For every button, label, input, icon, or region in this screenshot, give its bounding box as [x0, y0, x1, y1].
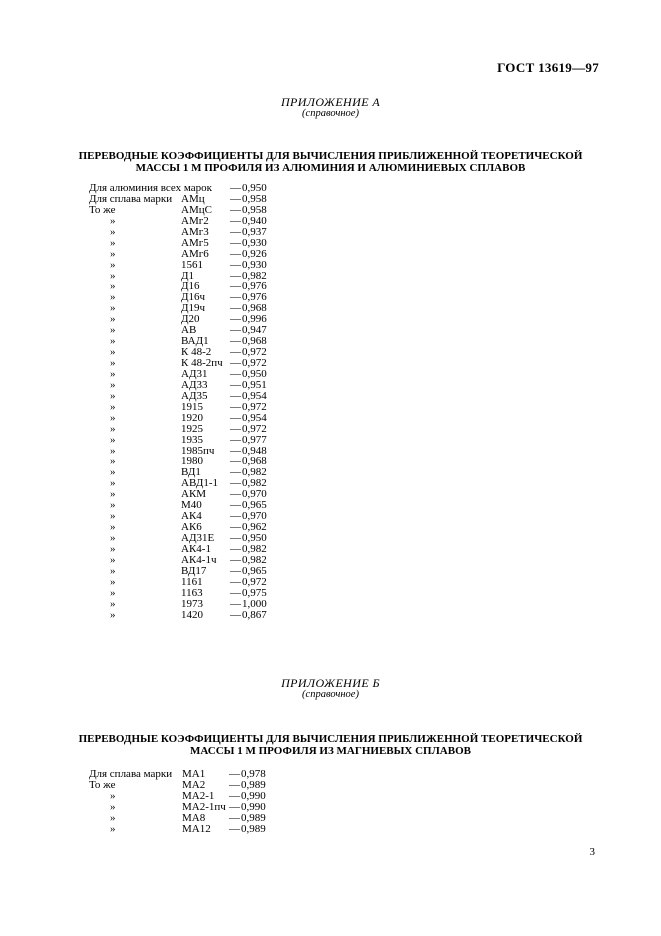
- row-grade: АК4: [181, 510, 202, 523]
- row-grade: 1920: [181, 411, 203, 424]
- row-value: 0,972: [242, 346, 267, 359]
- row-label: »: [110, 302, 116, 315]
- row-dash: —: [230, 411, 241, 424]
- row-value: 0,989: [241, 811, 266, 824]
- row-grade: М40: [181, 499, 202, 512]
- row-dash: —: [230, 444, 241, 457]
- row-label: »: [110, 542, 116, 555]
- row-grade: АМц: [181, 192, 205, 205]
- row-label: »: [110, 346, 116, 359]
- row-value: 0,972: [242, 400, 267, 413]
- row-grade: МА12: [182, 822, 211, 835]
- row-value: 0,930: [242, 236, 267, 249]
- appendix-b-title: ПРИЛОЖЕНИЕ Б: [281, 676, 380, 690]
- row-value: 0,867: [242, 608, 267, 621]
- row-dash: —: [230, 553, 241, 566]
- appendix-a-note: (справочное): [302, 108, 359, 119]
- row-label: »: [110, 553, 116, 566]
- row-dash: —: [230, 367, 241, 380]
- row-grade: АД31Е: [181, 532, 215, 544]
- row-value: 0,968: [242, 302, 267, 315]
- row-dash: —: [230, 400, 241, 413]
- row-grade: Д16: [181, 280, 200, 293]
- row-dash: —: [230, 225, 241, 238]
- row-grade: МА2-1: [182, 789, 215, 802]
- row-grade: К 48-2: [181, 346, 212, 359]
- row-dash: —: [230, 488, 241, 501]
- row-value: 0,926: [242, 247, 267, 260]
- row-value: 0,977: [242, 433, 267, 446]
- row-label: »: [110, 433, 116, 446]
- row-dash: —: [230, 586, 241, 599]
- row-label: »: [110, 291, 116, 304]
- row-dash: —: [230, 521, 241, 534]
- row-value: 0,937: [242, 225, 267, 238]
- row-grade: Д1: [181, 269, 195, 282]
- row-label: »: [110, 499, 116, 512]
- row-value: 0,975: [242, 586, 267, 599]
- row-grade: 1420: [181, 608, 203, 621]
- row-dash: —: [230, 466, 241, 479]
- row-value: 0,954: [242, 389, 267, 402]
- row-grade: МА2-1пч: [182, 800, 226, 813]
- row-label: »: [110, 400, 116, 413]
- row-label: »: [110, 357, 116, 369]
- row-value: 0,970: [242, 510, 267, 523]
- row-dash: —: [230, 608, 241, 621]
- row-dash: —: [230, 597, 241, 610]
- row-label: »: [110, 789, 116, 802]
- row-value: 0,972: [242, 575, 267, 588]
- row-value: 0,990: [241, 800, 266, 813]
- row-grade: АМг3: [181, 225, 209, 238]
- row-grade: ВАД1: [181, 335, 209, 348]
- row-value: 0,996: [242, 313, 267, 326]
- row-label: »: [110, 800, 116, 813]
- row-dash: —: [230, 313, 241, 326]
- row-dash: —: [230, 499, 241, 512]
- row-dash: —: [230, 335, 241, 348]
- row-grade: АК6: [181, 521, 202, 534]
- row-dash: —: [230, 357, 241, 369]
- row-value: 0,990: [241, 789, 266, 802]
- row-grade: МА2: [182, 778, 206, 791]
- row-label: Для сплава марки: [89, 768, 173, 780]
- row-label: »: [110, 389, 116, 402]
- row-label: »: [110, 477, 116, 490]
- row-dash: —: [229, 778, 240, 791]
- row-label: »: [110, 214, 116, 227]
- row-label: »: [110, 280, 116, 293]
- row-grade: 1985пч: [181, 444, 215, 457]
- row-value: 0,962: [242, 521, 267, 534]
- row-value: 0,989: [241, 778, 266, 791]
- row-label: »: [110, 455, 116, 468]
- row-label: »: [110, 444, 116, 457]
- row-label: »: [110, 564, 116, 577]
- row-dash: —: [230, 247, 241, 260]
- row-value: 0,958: [242, 203, 267, 216]
- row-grade: АКМ: [181, 488, 207, 501]
- row-grade: Д16ч: [181, 291, 206, 304]
- row-dash: —: [230, 182, 241, 194]
- row-dash: —: [230, 291, 241, 304]
- row-grade: АМг2: [181, 214, 209, 227]
- appendix-b-heading: [70, 733, 591, 757]
- row-grade: АВ: [181, 324, 197, 337]
- row-value: 0,972: [242, 357, 267, 369]
- row-value: 0,970: [242, 488, 267, 501]
- row-value: 0,950: [242, 367, 267, 380]
- row-label: »: [110, 597, 116, 610]
- row-grade: АД35: [181, 389, 208, 402]
- page-number: 3: [589, 846, 595, 858]
- row-grade: 1980: [181, 455, 203, 468]
- row-dash: —: [230, 269, 241, 282]
- row-label: »: [110, 236, 116, 249]
- row-value: 0,978: [241, 768, 266, 780]
- row-label: »: [110, 466, 116, 479]
- row-grade: АД33: [181, 378, 208, 391]
- row-label: »: [110, 575, 116, 588]
- row-value: 0,972: [242, 422, 267, 435]
- row-value: 0,950: [242, 182, 267, 194]
- row-grade: 1561: [181, 258, 203, 271]
- row-label: »: [110, 510, 116, 523]
- row-grade: АМг5: [181, 236, 209, 249]
- row-grade: АВД1-1: [181, 477, 219, 490]
- row-value: 0,947: [242, 324, 267, 337]
- appendix-b-heading-line1: ПЕРЕВОДНЫЕ КОЭФФИЦИЕНТЫ ДЛЯ ВЫЧИСЛЕНИЯ ПРИБЛИЖЕННОЙ ТЕОРЕТИЧЕСКОЙ: [78, 733, 583, 745]
- row-label: »: [110, 258, 116, 271]
- row-grade: 1973: [181, 597, 203, 610]
- row-label: »: [110, 225, 116, 238]
- row-grade: 1161: [181, 575, 203, 588]
- row-label: »: [110, 378, 116, 391]
- row-value: 0,968: [242, 335, 267, 348]
- row-grade: 1935: [181, 433, 203, 446]
- row-label: »: [110, 608, 116, 621]
- row-dash: —: [230, 302, 241, 315]
- row-grade: ВД1: [181, 466, 201, 479]
- appendix-a-heading-line2: МАССЫ 1 М ПРОФИЛЯ ИЗ АЛЮМИНИЯ И АЛЮМИНИЕВЫХ СПЛАВОВ: [135, 162, 526, 174]
- row-value: 0,989: [241, 822, 266, 835]
- row-dash: —: [230, 564, 241, 577]
- row-dash: —: [230, 280, 241, 293]
- row-label: »: [110, 532, 116, 544]
- row-dash: —: [230, 455, 241, 468]
- row-grade: АК4-1ч: [181, 553, 217, 566]
- row-label: Для алюминия всех марок: [89, 182, 213, 194]
- row-dash: —: [230, 378, 241, 391]
- row-label: »: [110, 811, 116, 824]
- row-value: 0,976: [242, 291, 267, 304]
- row-dash: —: [230, 192, 241, 205]
- row-grade: К 48-2пч: [181, 357, 223, 369]
- row-label: »: [110, 324, 116, 337]
- row-value: 1,000: [242, 597, 267, 610]
- row-grade: Д20: [181, 313, 200, 326]
- row-label: »: [110, 411, 116, 424]
- appendix-b-note: (справочное): [302, 689, 359, 700]
- row-dash: —: [230, 236, 241, 249]
- row-dash: —: [230, 575, 241, 588]
- row-grade: АМг6: [181, 247, 209, 260]
- row-dash: —: [230, 203, 241, 216]
- row-dash: —: [230, 389, 241, 402]
- row-dash: —: [230, 324, 241, 337]
- row-grade: ВД17: [181, 564, 207, 577]
- standard-code: ГОСТ 13619—97: [497, 60, 599, 75]
- row-dash: —: [230, 422, 241, 435]
- row-dash: —: [229, 789, 240, 802]
- row-grade: 1915: [181, 400, 203, 413]
- row-value: 0,976: [242, 280, 267, 293]
- row-label: »: [110, 313, 116, 326]
- row-value: 0,982: [242, 477, 267, 490]
- row-grade: 1925: [181, 422, 203, 435]
- row-label: »: [110, 269, 116, 282]
- row-label: »: [110, 521, 116, 534]
- row-dash: —: [229, 768, 240, 780]
- row-label: »: [110, 335, 116, 348]
- row-dash: —: [229, 800, 240, 813]
- row-dash: —: [230, 477, 241, 490]
- row-grade: 1163: [181, 586, 203, 599]
- appendix-b-heading-line2: МАССЫ 1 М ПРОФИЛЯ ИЗ МАГНИЕВЫХ СПЛАВОВ: [190, 745, 471, 757]
- row-label: »: [110, 422, 116, 435]
- row-dash: —: [229, 822, 240, 835]
- row-label: »: [110, 586, 116, 599]
- row-label: То же: [89, 778, 116, 791]
- appendix-a-heading: [70, 150, 591, 174]
- row-grade: МА8: [182, 811, 206, 824]
- row-dash: —: [230, 510, 241, 523]
- row-grade: АД31: [181, 367, 208, 380]
- row-dash: —: [229, 811, 240, 824]
- row-value: 0,954: [242, 411, 267, 424]
- row-dash: —: [230, 258, 241, 271]
- row-value: 0,950: [242, 532, 267, 544]
- row-value: 0,965: [242, 499, 267, 512]
- row-value: 0,982: [242, 542, 267, 555]
- row-grade: АК4-1: [181, 542, 211, 555]
- row-label: »: [110, 822, 116, 835]
- row-label: »: [110, 488, 116, 501]
- row-value: 0,982: [242, 269, 267, 282]
- row-label: »: [110, 247, 116, 260]
- row-label: То же: [89, 203, 116, 216]
- row-label: »: [110, 367, 116, 380]
- row-grade: АМцС: [181, 203, 212, 216]
- appendix-a-heading-line1: ПЕРЕВОДНЫЕ КОЭФФИЦИЕНТЫ ДЛЯ ВЫЧИСЛЕНИЯ ПРИБЛИЖЕННОЙ ТЕОРЕТИЧЕСКОЙ: [78, 150, 583, 162]
- appendix-a-title: ПРИЛОЖЕНИЕ А: [280, 95, 381, 109]
- row-value: 0,968: [242, 455, 267, 468]
- row-dash: —: [230, 542, 241, 555]
- row-label: Для сплава марки: [89, 192, 173, 205]
- row-value: 0,958: [242, 192, 267, 205]
- row-value: 0,982: [242, 553, 267, 566]
- row-value: 0,940: [242, 214, 267, 227]
- row-grade: Д19ч: [181, 302, 206, 315]
- row-value: 0,965: [242, 564, 267, 577]
- row-value: 0,982: [242, 466, 267, 479]
- row-dash: —: [230, 532, 241, 544]
- row-dash: —: [230, 346, 241, 359]
- row-grade: МА1: [182, 768, 206, 780]
- row-value: 0,948: [242, 444, 267, 457]
- row-dash: —: [230, 214, 241, 227]
- row-dash: —: [230, 433, 241, 446]
- row-value: 0,951: [242, 378, 267, 391]
- row-value: 0,930: [242, 258, 267, 271]
